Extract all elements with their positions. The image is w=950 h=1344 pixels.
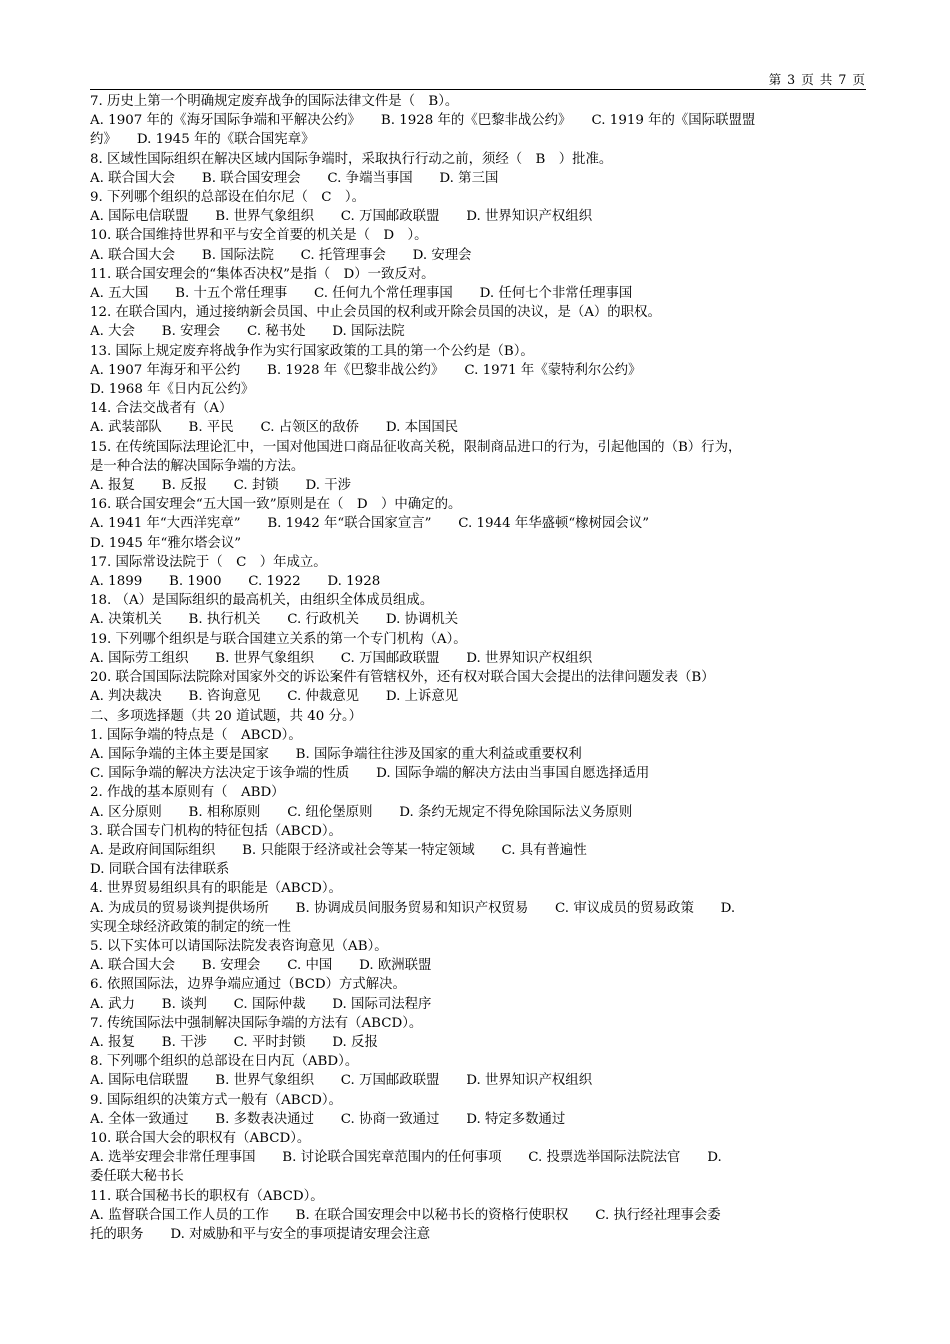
text-line: A. 武力 B. 谈判 C. 国际仲裁 D. 国际司法程序: [90, 996, 432, 1012]
text-line: 7. 传统国际法中强制解决国际争端的方法有（ABCD）。: [90, 1015, 423, 1031]
text-line: A. 为成员的贸易谈判提供场所 B. 协调成员间服务贸易和知识产权贸易 C. 审议成员的贸易政策 D.: [90, 900, 736, 916]
text-line: 5. 以下实体可以请国际法院发表咨询意见（AB）。: [90, 938, 388, 954]
text-line: 9. 下列哪个组织的总部设在伯尔尼（ C ）。: [90, 190, 365, 206]
text-line: A. 武装部队 B. 平民 C. 占领区的敌侨 D. 本国国民: [90, 420, 459, 436]
text-line: 17. 国际常设法院于（ C ）年成立。: [90, 554, 327, 570]
text-line: A. 五大国 B. 十五个常任理事 C. 任何九个常任理事国 D. 任何七个非常任理事国: [90, 286, 633, 302]
text-line: A. 国际劳工组织 B. 世界气象组织 C. 万国邮政联盟 D. 世界知识产权组织: [90, 650, 593, 666]
text-line: 托的职务 D. 对威胁和平与安全的事项提请安理会注意: [90, 1226, 431, 1242]
text-line: 3. 联合国专门机构的特征包括（ABCD）。: [90, 823, 342, 839]
text-line: 15. 在传统国际法理论汇中，一国对他国进口商品征收高关税，限制商品进口的行为，引起他国的（B）行为，: [90, 439, 742, 455]
text-line: 实现全球经济政策的制定的统一性: [90, 919, 291, 935]
text-line: 7. 历史上第一个明确规定废弃战争的国际法律文件是（ B）。: [90, 94, 459, 109]
text-line: A. 联合国大会 B. 安理会 C. 中国 D. 欧洲联盟: [90, 958, 432, 974]
text-line: 二、多项选择题（共 20 道试题，共 40 分。）: [90, 708, 363, 724]
text-line: A. 全体一致通过 B. 多数表决通过 C. 协商一致通过 D. 特定多数通过: [90, 1111, 566, 1127]
text-line: A. 区分原则 B. 相称原则 C. 纽伦堡原则 D. 条约无规定不得免除国际法义务原则: [90, 804, 633, 820]
text-line: A. 国际电信联盟 B. 世界气象组织 C. 万国邮政联盟 D. 世界知识产权组织: [90, 1073, 593, 1089]
text-line: A. 1941 年“大西洋宪章” B. 1942 年“联合国家宣言” C. 1944 年华盛顿“橡树园会议”: [90, 516, 650, 532]
text-line: A. 联合国大会 B. 联合国安理会 C. 争端当事国 D. 第三国: [90, 170, 499, 186]
text-line: 8. 下列哪个组织的总部设在日内瓦（ABD）。: [90, 1054, 359, 1070]
text-line: 13. 国际上规定废弃将战争作为实行国家政策的工具的第一个公约是（B）。: [90, 343, 534, 359]
text-line: 8. 区域性国际组织在解决区域内国际争端时，采取执行行动之前，须经（ B ）批准。: [90, 151, 613, 167]
text-line: 委任联大秘书长: [90, 1169, 184, 1185]
text-line: 14. 合法交战者有（A）: [90, 401, 233, 417]
text-line: C. 国际争端的解决方法决定于该争端的性质 D. 国际争端的解决方法由当事国自愿选择适用: [90, 766, 650, 782]
text-line: D. 同联合国有法律联系: [90, 862, 230, 878]
text-line: A. 决策机关 B. 执行机关 C. 行政机关 D. 协调机关: [90, 612, 459, 628]
text-line: A. 报复 B. 反报 C. 封锁 D. 干涉: [90, 478, 352, 494]
text-line: 20. 联合国国际法院除对国家外交的诉讼案件有管辖权外，还有权对联合国大会提出的法律问题发表（B）: [90, 670, 715, 686]
text-line: A. 是政府间国际组织 B. 只能限于经济或社会等某一特定领域 C. 具有普遍性: [90, 842, 587, 858]
text-line: 12. 在联合国内，通过接纳新会员国、中止会员国的权利或开除会员国的决议，是（A）的职权。: [90, 305, 661, 321]
text-line: 11. 联合国安理会的“集体否决权”是指（ D）一致反对。: [90, 266, 435, 282]
text-line: A. 报复 B. 干涉 C. 平时封锁 D. 反报: [90, 1034, 378, 1050]
text-line: 9. 国际组织的决策方式一般有（ABCD）。: [90, 1092, 342, 1108]
text-line: A. 国际电信联盟 B. 世界气象组织 C. 万国邮政联盟 D. 世界知识产权组织: [90, 209, 593, 225]
text-line: 16. 联合国安理会“五大国一致”原则是在（ D ）中确定的。: [90, 497, 462, 513]
text-line: 约》 D. 1945 年的《联合国宪章》: [90, 132, 315, 148]
text-line: A. 判决裁决 B. 咨询意见 C. 仲裁意见 D. 上诉意见: [90, 689, 459, 705]
document-body: [90, 92, 866, 1244]
text-line: D. 1945 年“雅尔塔会议”: [90, 535, 242, 551]
text-line: A. 选举安理会非常任理事国 B. 讨论联合国宪章范围内的任何事项 C. 投票选举国际法院法官 D.: [90, 1150, 722, 1166]
text-line: 18. （A）是国际组织的最高机关，由组织全体成员组成。: [90, 593, 434, 609]
text-line: A. 1899 B. 1900 C. 1922 D. 1928: [90, 574, 381, 590]
text-line: A. 1907 年的《海牙国际争端和平解决公约》 B. 1928 年的《巴黎非战公约》 C. 1919 年的《国际联盟盟: [90, 113, 756, 129]
page-number-label: 第 3 页 共 7 页: [768, 72, 866, 87]
text-line: 11. 联合国秘书长的职权有（ABCD）。: [90, 1188, 324, 1204]
page-header: [90, 72, 866, 90]
text-line: 1. 国际争端的特点是（ ABCD）。: [90, 727, 302, 743]
document-page: [90, 72, 866, 1244]
text-line: 6. 依照国际法，边界争端应通过（BCD）方式解决。: [90, 977, 406, 993]
text-line: 10. 联合国大会的职权有（ABCD）。: [90, 1130, 311, 1146]
text-line: 2. 作战的基本原则有（ ABD）: [90, 785, 285, 801]
text-line: 是一种合法的解决国际争端的方法。: [90, 458, 305, 474]
text-line: D. 1968 年《日内瓦公约》: [90, 382, 255, 398]
text-line: A. 国际争端的主体主要是国家 B. 国际争端往往涉及国家的重大利益或重要权利: [90, 746, 582, 762]
text-line: A. 大会 B. 安理会 C. 秘书处 D. 国际法院: [90, 324, 405, 340]
text-line: A. 监督联合国工作人员的工作 B. 在联合国安理会中以秘书长的资格行使职权 C. 执行经社理事会委: [90, 1207, 721, 1223]
text-line: 19. 下列哪个组织是与联合国建立关系的第一个专门机构（A）。: [90, 631, 467, 647]
text-line: A. 1907 年海牙和平公约 B. 1928 年《巴黎非战公约》 C. 1971 年《蒙特利尔公约》: [90, 362, 642, 378]
text-line: 10. 联合国维持世界和平与安全首要的机关是（ D ）。: [90, 228, 428, 244]
text-line: A. 联合国大会 B. 国际法院 C. 托管理事会 D. 安理会: [90, 247, 472, 263]
text-line: 4. 世界贸易组织具有的职能是（ABCD）。: [90, 881, 342, 897]
